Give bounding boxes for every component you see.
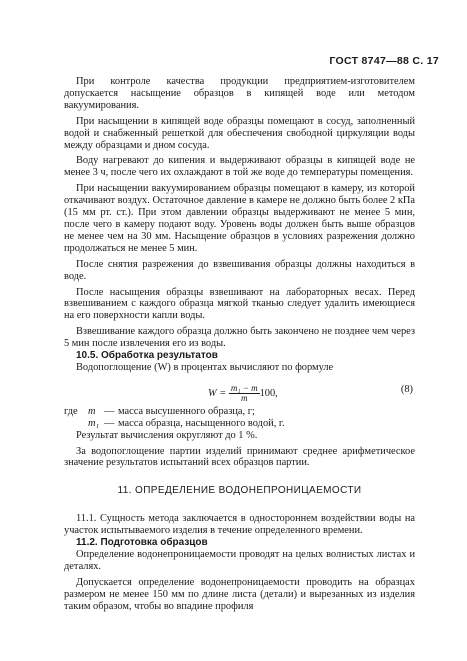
where-row — [64, 418, 415, 430]
formula-denominator: m — [240, 392, 248, 403]
paragraph: Воду нагревают до кипения и выдерживают образцы в кипящей воде не менее 3 ч, после чего их охлаждают в той же воде до температуры помещения. — [64, 155, 415, 179]
formula-8 — [64, 378, 415, 402]
formula-intro: Водопоглощение (W) в процентах вычисляют по формуле — [76, 361, 334, 373]
page-content — [64, 76, 415, 613]
formula-numerator: m₁ − m — [230, 382, 258, 393]
where-dash: — — [104, 405, 115, 417]
where-dash: — — [104, 417, 115, 429]
paragraph: За водопоглощение партии изделий принимают среднее арифметическое значение результатов испытаний всех образцов партии. — [64, 445, 415, 469]
formula-expression — [208, 384, 278, 403]
paragraph: При насыщении вакуумированием образцы помещают в камеру, из которой откачивают воздух. Остаточное давление в камере не должно быть более 2 кПа (15 мм рт. ст.). При этом давлении образцы выдерживают не менее 5 мин, после чего в камеру подают воду. Уровень воды должен быть выше образцов не менее чем на 30 мм. Насыщение образцов в условиях разрежения должно продолжаться не менее 5 мин. — [64, 183, 415, 254]
paragraph: Взвешивание каждого образца должно быть закончено не позднее чем через 5 мин после извлечения его из воды. — [64, 326, 415, 350]
subsection-heading-10-5: 10.5. Обработка результатов — [76, 350, 218, 362]
where-text: масса образца, насыщенного водой, г. — [118, 417, 285, 429]
where-label — [64, 418, 88, 430]
formula-number: (8) — [400, 383, 413, 395]
paragraph: При контроле качества продукции предприятием-изготовителем допускается насыщение образцов в кипящей воде или методом вакуумирования. — [64, 76, 415, 111]
paragraph: Результат вычисления округляют до 1 %. — [76, 429, 258, 441]
section-title-11: 11. ОПРЕДЕЛЕНИЕ ВОДОНЕПРОНИЦАЕМОСТИ — [117, 485, 362, 497]
paragraph: После насыщения образцы взвешивают на лабораторных весах. Перед взвешиванием с каждого образца мягкой тканью следует удалить имеющиеся на его поверхности капли воды. — [64, 286, 415, 322]
where-symbol: m — [88, 405, 96, 417]
formula-suffix: 100, — [259, 387, 278, 399]
paragraph: Допускается определение водонепроницаемости проводить на образцах размером не менее 150 мм по длине листа (детали) и вырезанных из изделия таким образом, чтобы во впадине профиля — [64, 576, 415, 612]
where-symbol: m₁ — [88, 417, 100, 429]
subsection-heading-11-2: 11.2. Подготовка образцов — [76, 537, 208, 549]
where-row — [64, 406, 415, 418]
paragraph: При насыщении в кипящей воде образцы помещают в сосуд, заполненный водой и снабженный решеткой для обеспечения свободной циркуляции воды между образцами и дном сосуда. — [64, 115, 415, 151]
formula-fraction — [229, 384, 260, 403]
formula-lhs: W = — [208, 387, 227, 399]
page-header: ГОСТ 8747—88 С. 17 — [329, 55, 439, 67]
paragraph: После снятия разрежения до взвешивания образцы должны находиться в воде. — [64, 258, 415, 282]
paragraph-11-1: 11.1. Сущность метода заключается в одностороннем воздействии воды на участок испытываемого изделия в течение определенного времени. — [64, 513, 415, 537]
where-text: масса высушенного образца, г; — [118, 405, 255, 417]
where-label: где — [64, 405, 78, 417]
paragraph: Определение водонепроницаемости проводят на целых волнистых листах и деталях. — [64, 549, 415, 572]
